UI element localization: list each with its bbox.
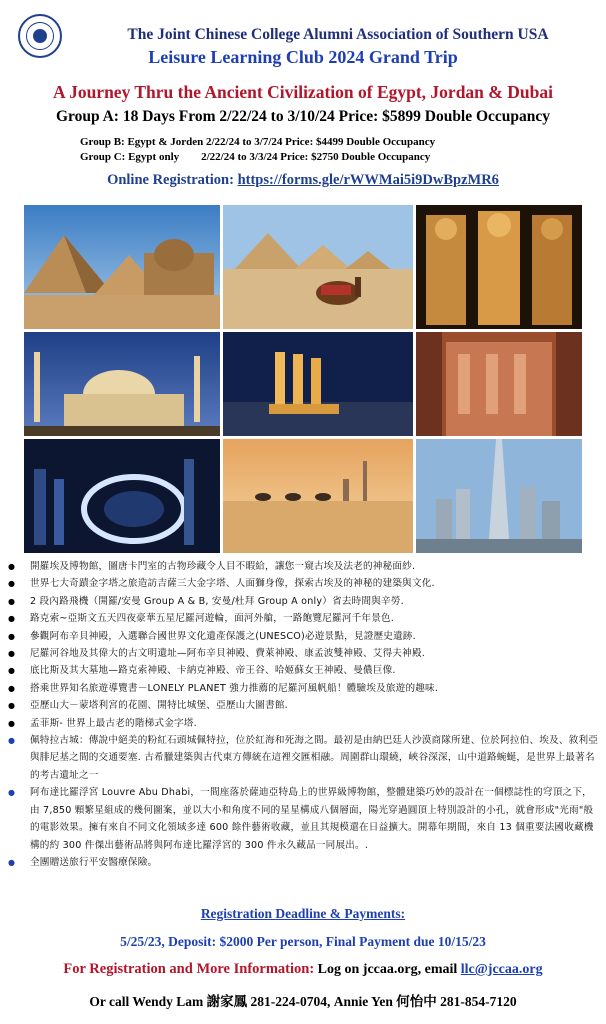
list-item: ● 孟菲斯- 世界上最古老的階梯式金字塔. [6,715,600,732]
list-item: ● 參觀阿布辛貝神殿，入選聯合國世界文化遺產保護之(UNESCO)必遊景點，見證歷史遺跡. [6,628,600,645]
deposit-line: 5/25/23, Deposit: $2000 Per person, Final Payment due 10/15/23 [120,934,486,949]
list-item: ● 阿布達比羅浮宮 Louvre Abu Dhabi，一間座落於薩迪亞特島上的世界級博物館，整體建築巧妙的設計在一個標誌性的穹頂之下，由 7,850 顆繁星組成的幾何圖案，並以大小和角度不同的星星構成八個層面，陽光穿過圓頂上特別設計的小孔，就會形成"光雨"般的電影效果。擁有來自不同文化領域多達 600 餘件藝術收藏，並且其規模還在日益擴大。開幕年期間，來自 13 個重要法國收藏機構的約 300 件傑出藝術品將與阿布達比羅浮宮的 300 件永久藏品一同展出。. [6,784,600,854]
list-item: ● 路克索~亞斯文五天四夜豪華五星尼羅河遊輪，面河外艙，一路飽覽尼羅河千年景色. [6,610,600,627]
group-c-line: Group C: Egypt only 2/22/24 to 3/3/24 Price: $2750 Double Occupancy [80,151,431,163]
temple-statues-photo [416,205,582,329]
burj-khalifa-photo [416,439,582,553]
registration-link[interactable]: https://forms.gle/rWWMai5i9DwBpzMR6 [237,172,499,188]
photo-collage [24,205,582,553]
club-title: Leisure Learning Club 2024 Grand Trip [148,47,458,67]
list-item: ● 佩特拉古城：傳說中絕美的粉紅石頭城佩特拉，位於紅海和死海之間。最初是由納巴廷人沙漠商隊所建、位於阿拉伯、埃及、敘利亞與腓尼基之間的交通要塞. 古希臘建築與古代東方傳統在這裡交匯相融。周圍群山環繞，峽谷深深，山中道路蜿蜒，是世界上最著名的考古遺址之一 [6,732,600,784]
list-item: ● 世界七大奇蹟金字塔之旅造訪吉薩三大金字塔、人面獅身像，探索古埃及的神秘的建築與文化. [6,575,600,592]
online-registration [0,172,606,189]
contact-line: Or call Wendy Lam 謝家鳳 281-224-0704, Annie Yen 何怡中 281-854-7120 [89,994,517,1009]
list-item: ● 開羅埃及博物館，圖唐卡門室的古物珍藏令人目不暇給，讓您一窺古埃及法老的神秘面紗. [6,558,600,575]
amman-mosque-photo [24,332,220,436]
group-b-line: Group B: Egypt & Jorden 2/22/24 to 3/7/24 Price: $4499 Double Occupancy [80,136,436,148]
more-info-label: For Registration and More Information: [63,961,315,977]
list-item: ● 2 段內路飛機（開羅/安曼 Group A & B, 安曼/杜拜 Group A only）省去時間與辛勞. [6,593,600,610]
pyramids-sphinx-photo [24,205,220,329]
amman-citadel-photo [223,332,413,436]
desert-camels-dubai-photo [223,439,413,553]
list-item: ● 全團贈送旅行平安醫療保險。 [6,854,600,871]
list-item: ● 亞歷山大－蒙塔利宮的花園、開特比城堡、亞歷山大圖書館. [6,697,600,714]
group-a-line: Group A: 18 Days From 2/22/24 to 3/10/24 Price: $5899 Double Occupancy [55,108,551,125]
more-info-text: Log on jccaa.org, email [314,962,461,977]
journey-title: A Journey Thru the Ancient Civilization of Egypt, Jordan & Dubai [53,82,553,102]
camel-pyramids-photo [223,205,413,329]
deadline-title: Registration Deadline & Payments: [200,906,406,921]
list-item: ● 搭乘世界知名旅遊導覽書－LONELY PLANET 強力推薦的尼羅河風帆船！體驗埃及旅遊的趣味. [6,680,600,697]
org-name: The Joint Chinese College Alumni Association of Southern USA [127,26,549,43]
list-item: ● 尼羅河谷地及其偉大的古文明遺址—阿布辛貝神殿、費萊神殿、康孟波雙神殿、艾得夫神殿. [6,645,600,662]
list-item: ● 底比斯及其大墓地—路克索神殿、卡納克神殿、帝王谷、哈姬蘇女王神殿、曼儂巨像. [6,662,600,679]
museum-of-future-photo [24,439,220,553]
email-link[interactable]: llc@jccaa.org [460,962,543,977]
petra-treasury-photo [416,332,582,436]
registration-label: Online Registration: [107,172,234,188]
more-info [0,961,606,978]
itinerary-highlights [6,558,600,871]
